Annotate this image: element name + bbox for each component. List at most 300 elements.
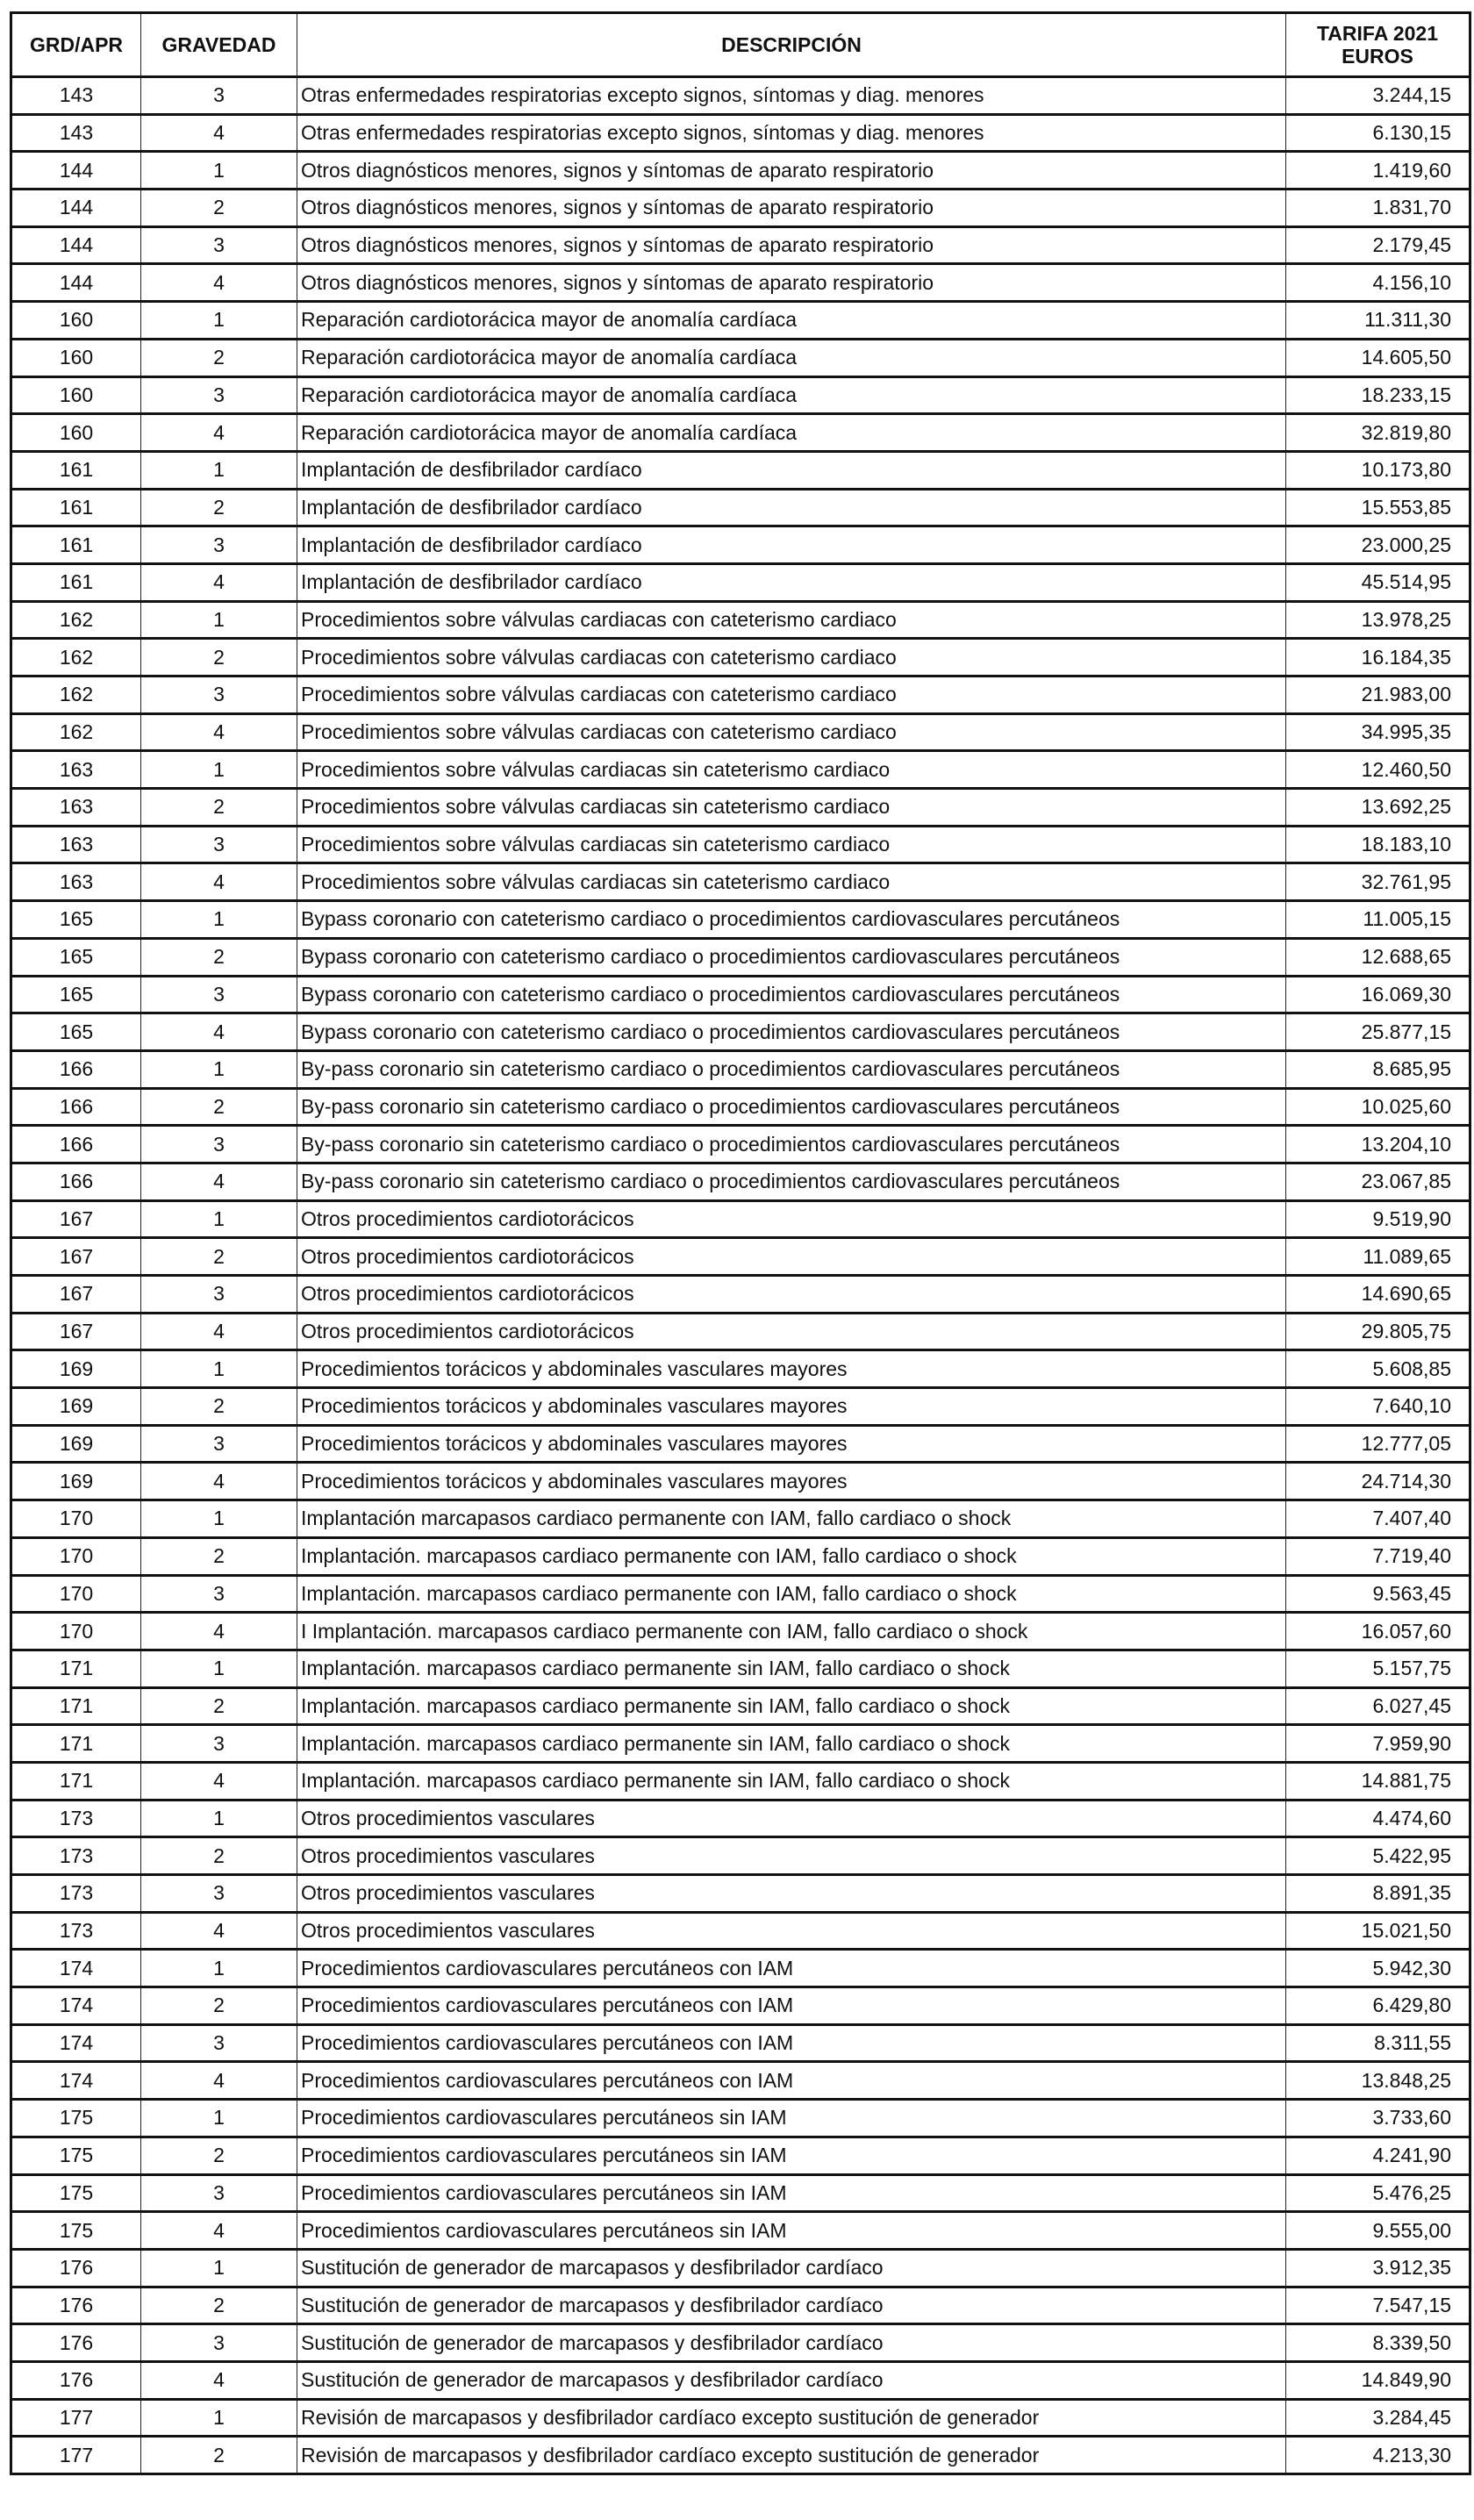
gravedad-cell: 1 — [141, 1050, 297, 1088]
tarifa-cell: 8.891,35 — [1286, 1875, 1470, 1913]
grd-apr-cell: 175 — [11, 2174, 141, 2212]
tarifa-cell: 3.284,45 — [1286, 2399, 1470, 2437]
gravedad-cell: 1 — [141, 751, 297, 789]
grd-apr-cell: 160 — [11, 414, 141, 452]
gravedad-cell: 1 — [141, 901, 297, 939]
table-row — [11, 1575, 1470, 1613]
gravedad-cell: 1 — [141, 2100, 297, 2137]
gravedad-cell: 2 — [141, 1987, 297, 2025]
tarifa-cell: 7.719,40 — [1286, 1537, 1470, 1575]
tarifa-cell: 9.555,00 — [1286, 2212, 1470, 2250]
tarifa-cell: 16.069,30 — [1286, 976, 1470, 1013]
grd-apr-cell: 170 — [11, 1575, 141, 1613]
descripcion-cell: Otras enfermedades respiratorias excepto signos, síntomas y diag. menores — [297, 77, 1286, 115]
gravedad-cell: 1 — [141, 2249, 297, 2287]
table-row — [11, 2437, 1470, 2474]
gravedad-cell: 4 — [141, 1163, 297, 1200]
table-row — [11, 1837, 1470, 1875]
grd-apr-cell: 171 — [11, 1650, 141, 1687]
tarifa-cell: 13.692,25 — [1286, 789, 1470, 827]
table-row — [11, 1537, 1470, 1575]
descripcion-cell: Procedimientos sobre válvulas cardiacas sin cateterismo cardiaco — [297, 751, 1286, 789]
tarifa-cell: 14.881,75 — [1286, 1762, 1470, 1800]
grd-apr-cell: 167 — [11, 1238, 141, 1276]
table-row — [11, 1800, 1470, 1837]
descripcion-cell: Sustitución de generador de marcapasos y desfibrilador cardíaco — [297, 2361, 1286, 2399]
tarifa-cell: 13.204,10 — [1286, 1126, 1470, 1163]
descripcion-cell: By-pass coronario sin cateterismo cardiaco o procedimientos cardiovasculares percutáneos — [297, 1163, 1286, 1200]
header-tarifa — [1286, 13, 1470, 77]
descripcion-cell: Procedimientos sobre válvulas cardiacas con cateterismo cardiaco — [297, 713, 1286, 751]
grd-apr-cell: 163 — [11, 789, 141, 827]
grd-apr-cell: 170 — [11, 1613, 141, 1650]
gravedad-cell: 2 — [141, 1388, 297, 1426]
descripcion-cell: Procedimientos sobre válvulas cardiacas sin cateterismo cardiaco — [297, 789, 1286, 827]
tarifa-cell: 32.761,95 — [1286, 863, 1470, 901]
gravedad-cell: 2 — [141, 1687, 297, 1725]
gravedad-cell: 3 — [141, 2324, 297, 2362]
tarifa-cell: 13.978,25 — [1286, 601, 1470, 639]
header-tarifa-line1: TARIFA 2021 — [1316, 22, 1439, 45]
descripcion-cell: Otros procedimientos vasculares — [297, 1875, 1286, 1913]
grd-apr-cell: 161 — [11, 451, 141, 489]
descripcion-cell: Otros procedimientos cardiotorácicos — [297, 1313, 1286, 1350]
gravedad-cell: 4 — [141, 114, 297, 152]
descripcion-cell: Otros diagnósticos menores, signos y síntomas de aparato respiratorio — [297, 152, 1286, 190]
descripcion-cell: Revisión de marcapasos y desfibrilador cardíaco excepto sustitución de generador — [297, 2437, 1286, 2474]
table-row — [11, 1050, 1470, 1088]
header-tarifa-line2: EUROS — [1342, 45, 1413, 68]
table-row — [11, 901, 1470, 939]
table-row — [11, 1200, 1470, 1238]
grd-apr-cell: 144 — [11, 264, 141, 302]
descripcion-cell: Procedimientos cardiovasculares percutáneos con IAM — [297, 1950, 1286, 1987]
grd-apr-cell: 175 — [11, 2100, 141, 2137]
gravedad-cell: 3 — [141, 1725, 297, 1763]
table-row — [11, 1613, 1470, 1650]
grd-apr-cell: 169 — [11, 1388, 141, 1426]
descripcion-cell: Reparación cardiotorácica mayor de anomalía cardíaca — [297, 414, 1286, 452]
grd-apr-cell: 170 — [11, 1537, 141, 1575]
tarifa-cell: 5.476,25 — [1286, 2174, 1470, 2212]
gravedad-cell: 1 — [141, 1950, 297, 1987]
gravedad-cell: 1 — [141, 1200, 297, 1238]
gravedad-cell: 4 — [141, 1463, 297, 1500]
gravedad-cell: 2 — [141, 2287, 297, 2324]
descripcion-cell: Procedimientos sobre válvulas cardiacas sin cateterismo cardiaco — [297, 863, 1286, 901]
table-row — [11, 677, 1470, 714]
gravedad-cell: 3 — [141, 826, 297, 863]
tarifa-cell: 15.553,85 — [1286, 489, 1470, 526]
grd-apr-cell: 163 — [11, 826, 141, 863]
descripcion-cell: Implantación. marcapasos cardiaco permanente sin IAM, fallo cardiaco o shock — [297, 1762, 1286, 1800]
gravedad-cell: 3 — [141, 677, 297, 714]
descripcion-cell: Implantación de desfibrilador cardíaco — [297, 451, 1286, 489]
grd-apr-cell: 144 — [11, 226, 141, 264]
grd-apr-cell: 167 — [11, 1276, 141, 1314]
grd-apr-cell: 162 — [11, 677, 141, 714]
table-row — [11, 2399, 1470, 2437]
table-row — [11, 1500, 1470, 1538]
grd-apr-cell: 175 — [11, 2212, 141, 2250]
grd-apr-cell: 166 — [11, 1163, 141, 1200]
tarifa-cell: 32.819,80 — [1286, 414, 1470, 452]
descripcion-cell: Bypass coronario con cateterismo cardiaco o procedimientos cardiovasculares percutáneos — [297, 901, 1286, 939]
grd-apr-cell: 175 — [11, 2137, 141, 2174]
descripcion-cell: I Implantación. marcapasos cardiaco permanente con IAM, fallo cardiaco o shock — [297, 1613, 1286, 1650]
table-row — [11, 2100, 1470, 2137]
table-row — [11, 826, 1470, 863]
gravedad-cell: 2 — [141, 789, 297, 827]
tarifa-cell: 10.173,80 — [1286, 451, 1470, 489]
table-row — [11, 1912, 1470, 1950]
tarifa-cell: 23.000,25 — [1286, 526, 1470, 564]
tarifa-cell: 15.021,50 — [1286, 1912, 1470, 1950]
descripcion-cell: By-pass coronario sin cateterismo cardiaco o procedimientos cardiovasculares percutáneos — [297, 1050, 1286, 1088]
table-row — [11, 863, 1470, 901]
gravedad-cell: 2 — [141, 2137, 297, 2174]
table-row — [11, 414, 1470, 452]
tarifa-cell: 16.057,60 — [1286, 1613, 1470, 1650]
gravedad-cell: 4 — [141, 563, 297, 601]
descripcion-cell: Revisión de marcapasos y desfibrilador cardíaco excepto sustitución de generador — [297, 2399, 1286, 2437]
gravedad-cell: 1 — [141, 2399, 297, 2437]
tarifa-cell: 4.474,60 — [1286, 1800, 1470, 1837]
grd-apr-cell: 160 — [11, 376, 141, 414]
descripcion-cell: Procedimientos sobre válvulas cardiacas con cateterismo cardiaco — [297, 639, 1286, 677]
tarifa-cell: 6.130,15 — [1286, 114, 1470, 152]
table-row — [11, 1987, 1470, 2025]
gravedad-cell: 2 — [141, 1837, 297, 1875]
descripcion-cell: Implantación. marcapasos cardiaco permanente con IAM, fallo cardiaco o shock — [297, 1537, 1286, 1575]
header-descripcion: DESCRIPCIÓN — [297, 13, 1286, 77]
table-row — [11, 1088, 1470, 1126]
grd-apr-cell: 165 — [11, 938, 141, 976]
grd-apr-cell: 169 — [11, 1425, 141, 1463]
descripcion-cell: Procedimientos torácicos y abdominales vasculares mayores — [297, 1388, 1286, 1426]
table-row — [11, 1762, 1470, 1800]
gravedad-cell: 3 — [141, 2024, 297, 2062]
table-row — [11, 339, 1470, 376]
grd-apr-cell: 162 — [11, 713, 141, 751]
table-row — [11, 1950, 1470, 1987]
table-row — [11, 938, 1470, 976]
grd-apr-cell: 174 — [11, 1950, 141, 1987]
descripcion-cell: Implantación de desfibrilador cardíaco — [297, 489, 1286, 526]
table-row — [11, 226, 1470, 264]
gravedad-cell: 4 — [141, 1013, 297, 1051]
descripcion-cell: Procedimientos cardiovasculares percutáneos con IAM — [297, 2062, 1286, 2100]
tarifa-cell: 14.690,65 — [1286, 1276, 1470, 1314]
descripcion-cell: Otros diagnósticos menores, signos y síntomas de aparato respiratorio — [297, 190, 1286, 227]
gravedad-cell: 3 — [141, 1575, 297, 1613]
tarifa-cell: 18.183,10 — [1286, 826, 1470, 863]
grd-apr-cell: 173 — [11, 1800, 141, 1837]
tarifa-cell: 3.912,35 — [1286, 2249, 1470, 2287]
gravedad-cell: 1 — [141, 451, 297, 489]
tarifa-cell: 5.942,30 — [1286, 1950, 1470, 1987]
tarifa-cell: 29.805,75 — [1286, 1313, 1470, 1350]
grd-apr-cell: 171 — [11, 1687, 141, 1725]
descripcion-cell: Otros diagnósticos menores, signos y síntomas de aparato respiratorio — [297, 264, 1286, 302]
table-row — [11, 376, 1470, 414]
tarifa-cell: 3.733,60 — [1286, 2100, 1470, 2137]
table-row — [11, 302, 1470, 340]
tariff-table — [10, 11, 1471, 2475]
descripcion-cell: Procedimientos cardiovasculares percutáneos con IAM — [297, 2024, 1286, 2062]
grd-apr-cell: 173 — [11, 1875, 141, 1913]
table-row — [11, 1276, 1470, 1314]
gravedad-cell: 4 — [141, 1613, 297, 1650]
tarifa-cell: 5.422,95 — [1286, 1837, 1470, 1875]
tarifa-cell: 10.025,60 — [1286, 1088, 1470, 1126]
table-row — [11, 751, 1470, 789]
table-row — [11, 1126, 1470, 1163]
gravedad-cell: 2 — [141, 2437, 297, 2474]
grd-apr-cell: 176 — [11, 2361, 141, 2399]
descripcion-cell: Implantación de desfibrilador cardíaco — [297, 526, 1286, 564]
table-row — [11, 2324, 1470, 2362]
descripcion-cell: Procedimientos torácicos y abdominales vasculares mayores — [297, 1425, 1286, 1463]
gravedad-cell: 4 — [141, 2212, 297, 2250]
gravedad-cell: 3 — [141, 1875, 297, 1913]
descripcion-cell: By-pass coronario sin cateterismo cardiaco o procedimientos cardiovasculares percutáneos — [297, 1088, 1286, 1126]
gravedad-cell: 4 — [141, 1762, 297, 1800]
gravedad-cell: 1 — [141, 152, 297, 190]
grd-apr-cell: 166 — [11, 1126, 141, 1163]
descripcion-cell: Reparación cardiotorácica mayor de anomalía cardíaca — [297, 302, 1286, 340]
gravedad-cell: 1 — [141, 1350, 297, 1388]
tarifa-cell: 9.519,90 — [1286, 1200, 1470, 1238]
tarifa-cell: 12.688,65 — [1286, 938, 1470, 976]
grd-apr-cell: 167 — [11, 1313, 141, 1350]
grd-apr-cell: 171 — [11, 1725, 141, 1763]
table-row — [11, 1163, 1470, 1200]
grd-apr-cell: 165 — [11, 1013, 141, 1051]
table-row — [11, 2249, 1470, 2287]
grd-apr-cell: 163 — [11, 751, 141, 789]
table-row — [11, 1013, 1470, 1051]
table-row — [11, 2024, 1470, 2062]
grd-apr-cell: 173 — [11, 1912, 141, 1950]
descripcion-cell: Sustitución de generador de marcapasos y desfibrilador cardíaco — [297, 2324, 1286, 2362]
tarifa-cell: 8.311,55 — [1286, 2024, 1470, 2062]
tarifa-cell: 11.089,65 — [1286, 1238, 1470, 1276]
descripcion-cell: Otros procedimientos vasculares — [297, 1800, 1286, 1837]
table-row — [11, 2287, 1470, 2324]
tarifa-cell: 6.429,80 — [1286, 1987, 1470, 2025]
descripcion-cell: Otros procedimientos cardiotorácicos — [297, 1238, 1286, 1276]
descripcion-cell: Implantación. marcapasos cardiaco permanente sin IAM, fallo cardiaco o shock — [297, 1687, 1286, 1725]
table-row — [11, 190, 1470, 227]
table-row — [11, 451, 1470, 489]
gravedad-cell: 3 — [141, 1425, 297, 1463]
gravedad-cell: 4 — [141, 713, 297, 751]
gravedad-cell: 2 — [141, 190, 297, 227]
gravedad-cell: 3 — [141, 1276, 297, 1314]
tarifa-cell: 23.067,85 — [1286, 1163, 1470, 1200]
header-grd-apr: GRD/APR — [11, 13, 141, 77]
gravedad-cell: 4 — [141, 1313, 297, 1350]
gravedad-cell: 2 — [141, 489, 297, 526]
gravedad-cell: 3 — [141, 526, 297, 564]
tarifa-cell: 8.685,95 — [1286, 1050, 1470, 1088]
descripcion-cell: Implantación. marcapasos cardiaco permanente sin IAM, fallo cardiaco o shock — [297, 1650, 1286, 1687]
gravedad-cell: 1 — [141, 1650, 297, 1687]
table-row — [11, 713, 1470, 751]
grd-apr-cell: 144 — [11, 190, 141, 227]
tarifa-cell: 5.608,85 — [1286, 1350, 1470, 1388]
descripcion-cell: By-pass coronario sin cateterismo cardiaco o procedimientos cardiovasculares percutáneos — [297, 1126, 1286, 1163]
tarifa-cell: 7.959,90 — [1286, 1725, 1470, 1763]
table-row — [11, 1650, 1470, 1687]
gravedad-cell: 4 — [141, 264, 297, 302]
tarifa-cell: 6.027,45 — [1286, 1687, 1470, 1725]
grd-apr-cell: 174 — [11, 2024, 141, 2062]
grd-apr-cell: 160 — [11, 302, 141, 340]
tarifa-cell: 8.339,50 — [1286, 2324, 1470, 2362]
grd-apr-cell: 161 — [11, 489, 141, 526]
table-row — [11, 601, 1470, 639]
table-row — [11, 114, 1470, 152]
descripcion-cell: Procedimientos cardiovasculares percutáneos sin IAM — [297, 2100, 1286, 2137]
tarifa-cell: 12.777,05 — [1286, 1425, 1470, 1463]
grd-apr-cell: 167 — [11, 1200, 141, 1238]
descripcion-cell: Procedimientos torácicos y abdominales vasculares mayores — [297, 1350, 1286, 1388]
table-header-row — [11, 13, 1470, 77]
table-row — [11, 1687, 1470, 1725]
gravedad-cell: 2 — [141, 339, 297, 376]
table-row — [11, 1425, 1470, 1463]
tarifa-cell: 7.640,10 — [1286, 1388, 1470, 1426]
grd-apr-cell: 174 — [11, 2062, 141, 2100]
gravedad-cell: 3 — [141, 2174, 297, 2212]
grd-apr-cell: 177 — [11, 2437, 141, 2474]
gravedad-cell: 4 — [141, 2361, 297, 2399]
descripcion-cell: Bypass coronario con cateterismo cardiaco o procedimientos cardiovasculares percutáneos — [297, 938, 1286, 976]
descripcion-cell: Sustitución de generador de marcapasos y desfibrilador cardíaco — [297, 2287, 1286, 2324]
tarifa-cell: 4.241,90 — [1286, 2137, 1470, 2174]
table-row — [11, 1463, 1470, 1500]
gravedad-cell: 2 — [141, 639, 297, 677]
descripcion-cell: Bypass coronario con cateterismo cardiaco o procedimientos cardiovasculares percutáneos — [297, 976, 1286, 1013]
grd-apr-cell: 174 — [11, 1987, 141, 2025]
table-row — [11, 2361, 1470, 2399]
gravedad-cell: 4 — [141, 414, 297, 452]
descripcion-cell: Otros procedimientos vasculares — [297, 1912, 1286, 1950]
descripcion-cell: Implantación. marcapasos cardiaco permanente con IAM, fallo cardiaco o shock — [297, 1575, 1286, 1613]
grd-apr-cell: 176 — [11, 2324, 141, 2362]
descripcion-cell: Procedimientos torácicos y abdominales vasculares mayores — [297, 1463, 1286, 1500]
table-row — [11, 2062, 1470, 2100]
gravedad-cell: 3 — [141, 226, 297, 264]
table-body — [11, 77, 1470, 2474]
table-row — [11, 639, 1470, 677]
table-row — [11, 2137, 1470, 2174]
tarifa-cell: 2.179,45 — [1286, 226, 1470, 264]
descripcion-cell: Sustitución de generador de marcapasos y desfibrilador cardíaco — [297, 2249, 1286, 2287]
table-row — [11, 1875, 1470, 1913]
grd-apr-cell: 162 — [11, 639, 141, 677]
tarifa-cell: 45.514,95 — [1286, 563, 1470, 601]
grd-apr-cell: 165 — [11, 901, 141, 939]
tarifa-cell: 34.995,35 — [1286, 713, 1470, 751]
table-row — [11, 789, 1470, 827]
table-row — [11, 1313, 1470, 1350]
grd-apr-cell: 173 — [11, 1837, 141, 1875]
descripcion-cell: Procedimientos sobre válvulas cardiacas sin cateterismo cardiaco — [297, 826, 1286, 863]
tarifa-cell: 4.213,30 — [1286, 2437, 1470, 2474]
grd-apr-cell: 143 — [11, 114, 141, 152]
gravedad-cell: 3 — [141, 77, 297, 115]
tarifa-cell: 25.877,15 — [1286, 1013, 1470, 1051]
gravedad-cell: 4 — [141, 1912, 297, 1950]
grd-apr-cell: 169 — [11, 1463, 141, 1500]
descripcion-cell: Otros procedimientos cardiotorácicos — [297, 1276, 1286, 1314]
gravedad-cell: 2 — [141, 1088, 297, 1126]
table-row — [11, 1350, 1470, 1388]
gravedad-cell: 2 — [141, 1238, 297, 1276]
gravedad-cell: 3 — [141, 1126, 297, 1163]
tarifa-cell: 18.233,15 — [1286, 376, 1470, 414]
descripcion-cell: Otros procedimientos cardiotorácicos — [297, 1200, 1286, 1238]
table-row — [11, 563, 1470, 601]
table-row — [11, 976, 1470, 1013]
table-row — [11, 1238, 1470, 1276]
tarifa-cell: 13.848,25 — [1286, 2062, 1470, 2100]
descripcion-cell: Reparación cardiotorácica mayor de anomalía cardíaca — [297, 339, 1286, 376]
table-row — [11, 152, 1470, 190]
table-row — [11, 77, 1470, 115]
tarifa-cell: 7.547,15 — [1286, 2287, 1470, 2324]
tarifa-cell: 16.184,35 — [1286, 639, 1470, 677]
table-row — [11, 1388, 1470, 1426]
table-row — [11, 1725, 1470, 1763]
tarifa-cell: 4.156,10 — [1286, 264, 1470, 302]
gravedad-cell: 1 — [141, 1500, 297, 1538]
gravedad-cell: 3 — [141, 976, 297, 1013]
tarifa-cell: 7.407,40 — [1286, 1500, 1470, 1538]
grd-apr-cell: 177 — [11, 2399, 141, 2437]
grd-apr-cell: 143 — [11, 77, 141, 115]
tarifa-cell: 21.983,00 — [1286, 677, 1470, 714]
descripcion-cell: Otros procedimientos vasculares — [297, 1837, 1286, 1875]
header-gravedad: GRAVEDAD — [141, 13, 297, 77]
tarifa-cell: 1.831,70 — [1286, 190, 1470, 227]
gravedad-cell: 2 — [141, 938, 297, 976]
tarifa-cell: 11.311,30 — [1286, 302, 1470, 340]
descripcion-cell: Implantación marcapasos cardiaco permanente con IAM, fallo cardiaco o shock — [297, 1500, 1286, 1538]
descripcion-cell: Procedimientos cardiovasculares percutáneos sin IAM — [297, 2212, 1286, 2250]
descripcion-cell: Procedimientos cardiovasculares percutáneos con IAM — [297, 1987, 1286, 2025]
grd-apr-cell: 166 — [11, 1088, 141, 1126]
tarifa-cell: 3.244,15 — [1286, 77, 1470, 115]
table-row — [11, 264, 1470, 302]
descripcion-cell: Procedimientos cardiovasculares percutáneos sin IAM — [297, 2174, 1286, 2212]
grd-apr-cell: 176 — [11, 2287, 141, 2324]
gravedad-cell: 1 — [141, 302, 297, 340]
grd-apr-cell: 163 — [11, 863, 141, 901]
descripcion-cell: Procedimientos cardiovasculares percutáneos sin IAM — [297, 2137, 1286, 2174]
grd-apr-cell: 166 — [11, 1050, 141, 1088]
tarifa-cell: 5.157,75 — [1286, 1650, 1470, 1687]
tarifa-cell: 11.005,15 — [1286, 901, 1470, 939]
grd-apr-cell: 161 — [11, 526, 141, 564]
grd-apr-cell: 170 — [11, 1500, 141, 1538]
descripcion-cell: Bypass coronario con cateterismo cardiaco o procedimientos cardiovasculares percutáneos — [297, 1013, 1286, 1051]
gravedad-cell: 2 — [141, 1537, 297, 1575]
descripcion-cell: Implantación. marcapasos cardiaco permanente sin IAM, fallo cardiaco o shock — [297, 1725, 1286, 1763]
